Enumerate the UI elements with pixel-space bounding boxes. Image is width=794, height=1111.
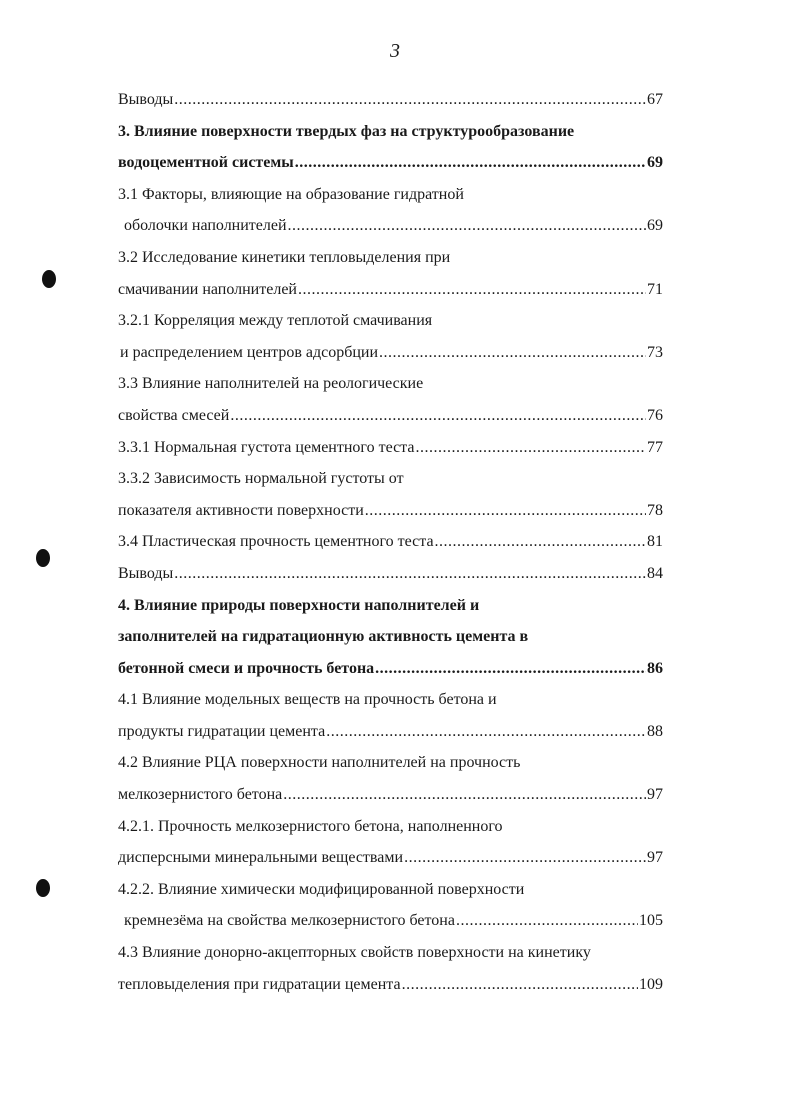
toc-leader-dots — [174, 84, 646, 116]
toc-entry — [118, 558, 663, 590]
toc-entry-title: водоцементной системы — [118, 154, 294, 172]
toc-entry — [118, 842, 663, 874]
toc-entry — [118, 716, 663, 748]
toc-entry-page: 71 — [647, 280, 663, 298]
toc-entry-title: смачивании наполнителей — [118, 280, 297, 298]
toc-entry-page: 73 — [647, 343, 663, 361]
toc-entry-title: 3.1 Факторы, влияющие на образование гидратной — [118, 185, 464, 203]
toc-entry-page: 88 — [647, 722, 663, 740]
toc-leader-dots — [288, 210, 646, 242]
toc-entry — [118, 590, 663, 622]
toc-entry — [118, 242, 663, 274]
toc-entry-title: 3.2.1 Корреляция между теплотой смачивания — [118, 312, 433, 330]
toc-entry — [118, 747, 663, 779]
toc-leader-dots — [402, 969, 638, 1001]
toc-entry-title: и распределением центров адсорбции — [120, 343, 379, 361]
toc-leader-dots — [298, 274, 646, 306]
table-of-contents — [118, 84, 663, 1000]
toc-entry-title: 3.3.1 Нормальная густота цементного теста — [118, 438, 415, 456]
toc-entry-title: свойства смесей — [118, 406, 230, 424]
toc-leader-dots — [295, 147, 646, 179]
toc-entry-title: 4.2.1. Прочность мелкозернистого бетона, наполненного — [118, 817, 503, 835]
toc-leader-dots — [404, 842, 646, 874]
toc-entry — [118, 116, 663, 148]
toc-entry-page: 105 — [639, 912, 663, 930]
page-number: 3 — [390, 40, 400, 62]
toc-entry-page: 84 — [647, 564, 663, 582]
toc-entry-title: 4.2.2. Влияние химически модифицированной поверхности — [118, 880, 525, 898]
toc-entry — [118, 937, 663, 969]
toc-entry-page: 76 — [647, 406, 663, 424]
toc-entry — [118, 179, 663, 211]
toc-entry-page: 69 — [647, 154, 663, 172]
toc-entry-page: 77 — [647, 438, 663, 456]
toc-entry-title: 4.3 Влияние донорно-акцепторных свойств поверхности на кинетику — [118, 944, 591, 962]
toc-entry — [118, 368, 663, 400]
toc-entry — [118, 495, 663, 527]
toc-entry-title: 3.3 Влияние наполнителей на реологические — [118, 375, 424, 393]
toc-entry — [118, 526, 663, 558]
toc-entry-title: 3.2 Исследование кинетики тепловыделения при — [118, 248, 451, 266]
toc-entry-page: 67 — [647, 91, 663, 108]
toc-entry — [118, 621, 663, 653]
toc-entry-title: тепловыделения при гидратации цемента — [118, 975, 401, 993]
toc-entry — [118, 147, 663, 179]
toc-entry — [118, 779, 663, 811]
toc-entry-title: показателя активности поверхности — [118, 501, 364, 519]
toc-entry — [118, 874, 663, 906]
toc-entry — [118, 684, 663, 716]
toc-entry-title: 3.3.2 Зависимость нормальной густоты от — [118, 470, 404, 488]
toc-entry-page: 109 — [639, 975, 663, 993]
toc-leader-dots — [230, 400, 646, 432]
toc-entry — [118, 337, 663, 369]
toc-entry-page: 86 — [647, 659, 663, 677]
toc-entry — [118, 811, 663, 843]
toc-entry — [118, 400, 663, 432]
binder-hole-mark — [36, 549, 50, 567]
toc-entry-page: 97 — [647, 849, 663, 867]
toc-entry-title: заполнителей на гидратационную активность цемента в — [118, 628, 529, 646]
toc-entry-title: мелкозернистого бетона — [118, 786, 283, 804]
toc-entry-title: дисперсными минеральными веществами — [118, 849, 404, 867]
toc-entry-title: кремнезёма на свойства мелкозернистого бетона — [124, 912, 455, 930]
toc-entry-title: бетонной смеси и прочность бетона — [118, 659, 375, 677]
toc-entry-page: 81 — [647, 533, 663, 551]
toc-entry — [118, 905, 663, 937]
toc-entry-page: 97 — [647, 786, 663, 804]
toc-entry-page: 69 — [647, 217, 663, 235]
toc-leader-dots — [326, 716, 646, 748]
toc-entry-title: 4. Влияние природы поверхности наполнителей и — [118, 596, 480, 614]
binder-hole-mark — [36, 879, 50, 897]
toc-leader-dots — [435, 526, 646, 558]
toc-entry-title: 4.1 Влияние модельных веществ на прочность бетона и — [118, 691, 497, 709]
toc-entry — [118, 969, 663, 1001]
toc-leader-dots — [283, 779, 646, 811]
toc-leader-dots — [415, 432, 646, 464]
toc-entry — [118, 432, 663, 464]
toc-entry-title: Выводы — [118, 91, 174, 108]
toc-leader-dots — [174, 558, 646, 590]
toc-entry-title: 4.2 Влияние РЦА поверхности наполнителей на прочность — [118, 754, 521, 772]
toc-leader-dots — [375, 653, 646, 685]
toc-entry — [118, 210, 663, 242]
toc-entry — [118, 653, 663, 685]
toc-entry-title: 3. Влияние поверхности твердых фаз на структурообразование — [118, 122, 575, 140]
toc-leader-dots — [365, 495, 646, 527]
toc-entry — [118, 84, 663, 116]
toc-entry-title: 3.4 Пластическая прочность цементного теста — [118, 533, 434, 551]
toc-entry-page: 78 — [647, 501, 663, 519]
toc-entry — [118, 274, 663, 306]
toc-leader-dots — [379, 337, 646, 369]
binder-hole-mark — [42, 270, 56, 288]
toc-entry — [118, 305, 663, 337]
toc-entry — [118, 463, 663, 495]
toc-entry-title: Выводы — [118, 564, 174, 582]
toc-leader-dots — [456, 905, 638, 937]
toc-entry-title: продукты гидратации цемента — [118, 722, 326, 740]
toc-entry-title: оболочки наполнителей — [124, 217, 287, 235]
